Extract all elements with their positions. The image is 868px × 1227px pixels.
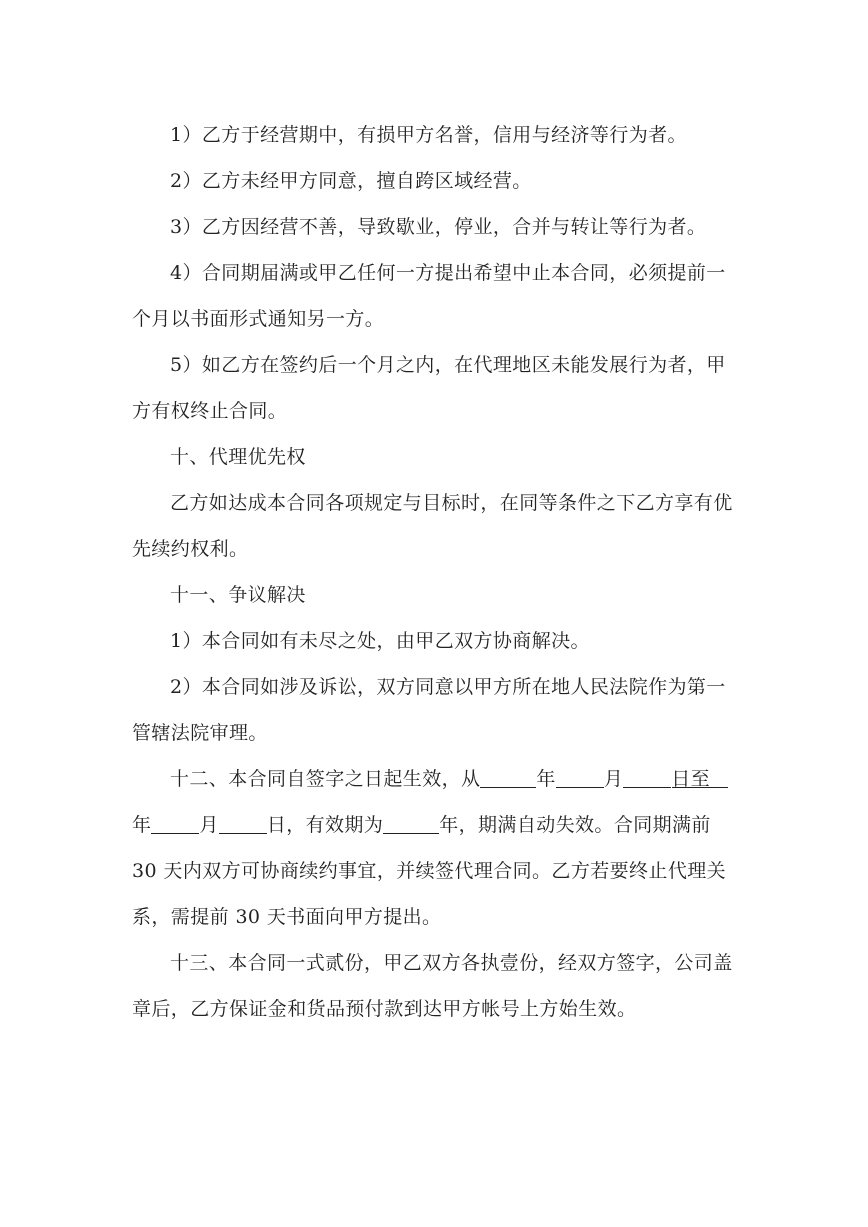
paragraph-1: 1）乙方于经营期中，有损甲方名誉，信用与经济等行为者。	[170, 124, 687, 146]
document-body	[132, 112, 742, 1032]
blank-line	[480, 767, 536, 788]
blank-line	[219, 813, 267, 834]
paragraph-7: 1）本合同如有未尽之处，由甲乙双方协商解决。	[170, 630, 590, 652]
section-heading-10: 十、代理优先权	[170, 446, 306, 468]
paragraph-5: 5）如乙方在签约后一个月之内，在代理地区未能发展行为者，甲方有权终止合同。	[132, 354, 726, 422]
blank-line	[556, 767, 604, 788]
year-label: 年	[536, 768, 556, 790]
paragraph-3: 3）乙方因经营不善，导致歇业，停业，合并与转让等行为者。	[170, 216, 707, 238]
effective-clause-lead: 十二、本合同自签字之日起生效，从	[170, 768, 481, 790]
paragraph-6: 乙方如达成本合同各项规定与目标时，在同等条件之下乙方享有优先续约权利。	[132, 492, 733, 560]
effective-clause	[132, 756, 742, 940]
paragraph-8: 2）本合同如涉及诉讼，双方同意以甲方所在地人民法院作为第一管辖法院审理。	[132, 676, 726, 744]
paragraph-4: 4）合同期届满或甲乙任何一方提出希望中止本合同，必须提前一个月以书面形式通知另一方。	[132, 262, 726, 330]
final-clause: 十三、本合同一式贰份，甲乙双方各执壹份，经双方签字，公司盖章后，乙方保证金和货品预付款到达甲方帐号上方始生效。	[132, 952, 733, 1020]
effective-clause-tail: 年，期满自动失效。合同期满前 30 天内双方可协商续约事宜，并续签代理合同。乙方若要终止代理关系，需提前 30 天书面向甲方提出。	[132, 814, 727, 928]
validity-label: 日，有效期为	[266, 814, 384, 836]
month-label: 月	[199, 814, 219, 836]
blank-line	[623, 767, 671, 788]
blank-line	[383, 813, 439, 834]
day-to-label: 日至	[671, 768, 711, 790]
section-heading-11: 十一、争议解决	[170, 584, 306, 606]
blank-line	[151, 813, 199, 834]
month-label: 月	[603, 768, 624, 790]
blank-line	[672, 767, 728, 788]
year-label: 年	[132, 814, 152, 836]
paragraph-2: 2）乙方未经甲方同意，擅自跨区域经营。	[170, 170, 532, 192]
